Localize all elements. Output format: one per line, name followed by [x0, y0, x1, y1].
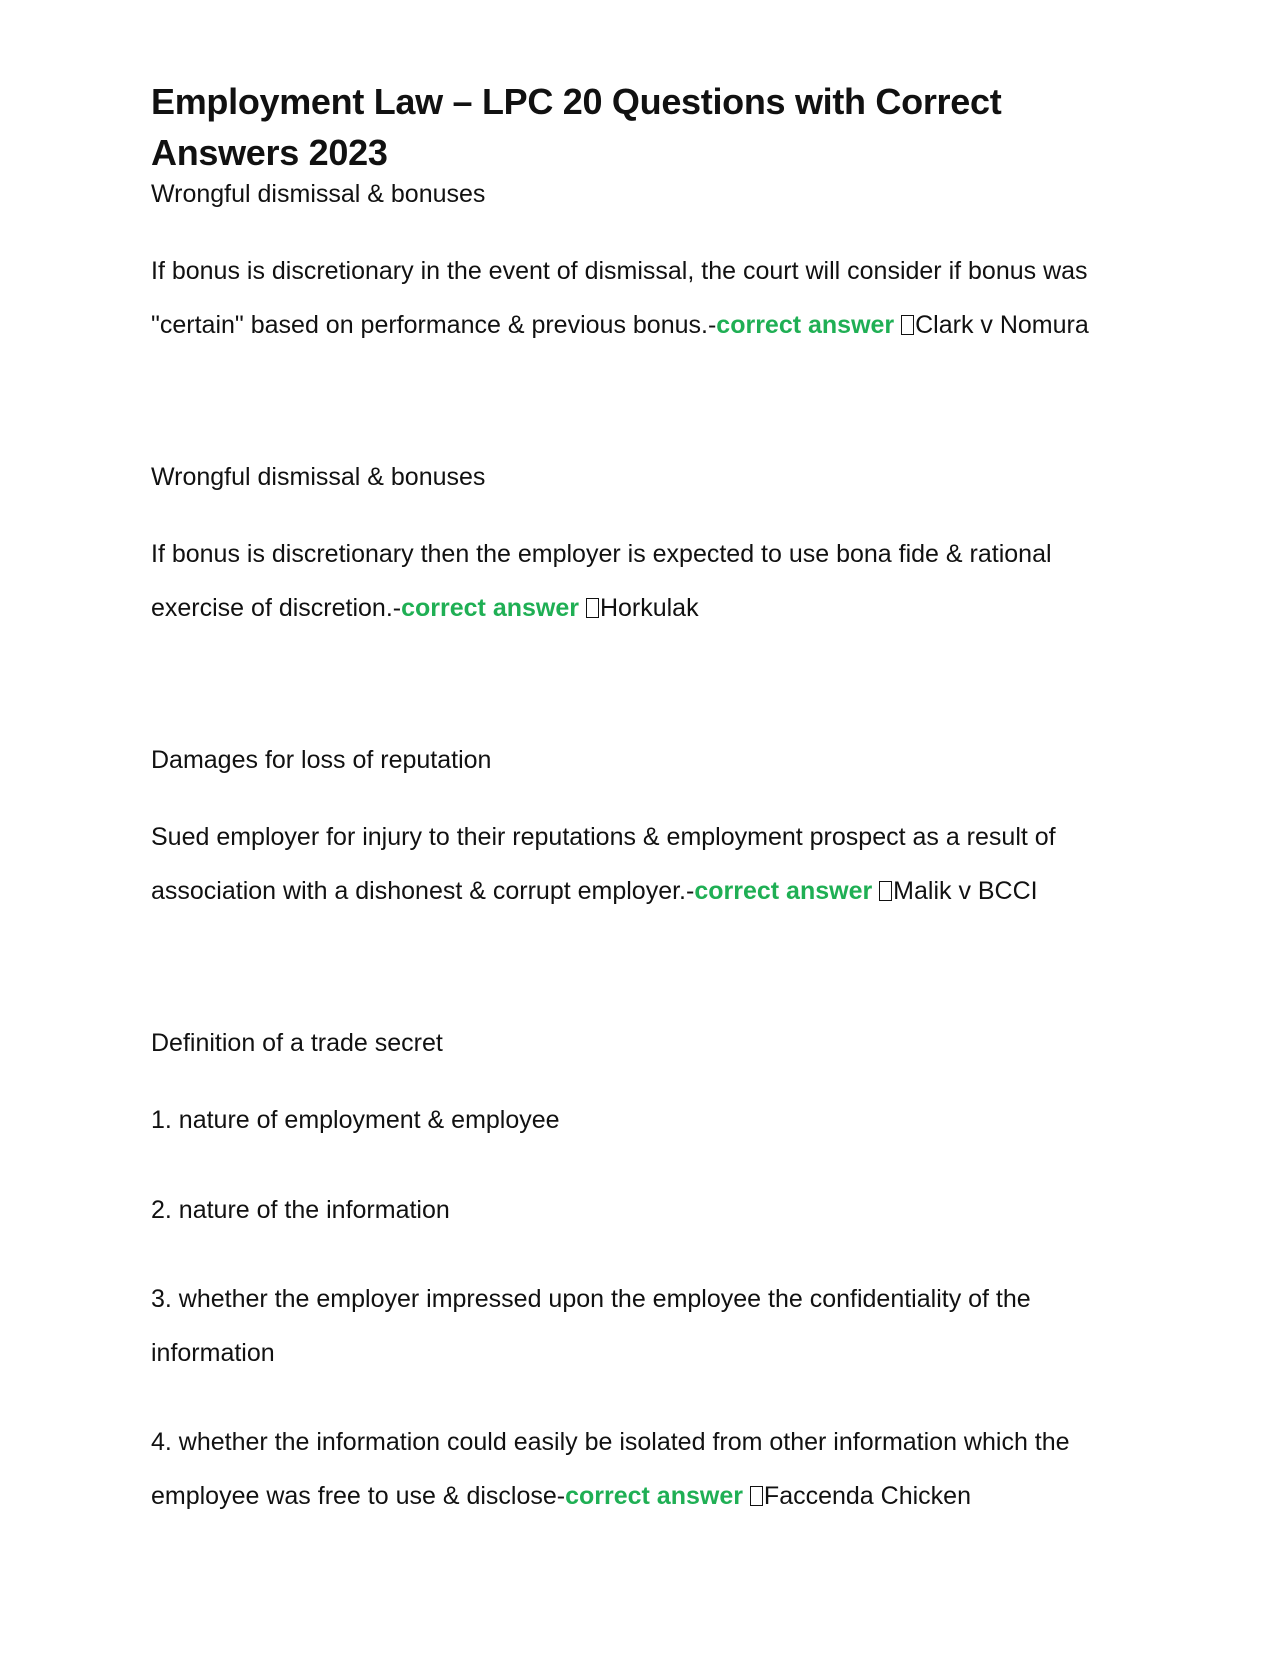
missing-glyph-icon — [586, 598, 599, 618]
question-text: If bonus is discretionary in the event of dismissal, the court will consider if bonus was "certain" based on performance & previous bonus.- — [151, 257, 1088, 339]
question-text: If bonus is discretionary then the employer is expected to use bona fide & rational exercise of discretion.- — [151, 540, 1052, 622]
correct-answer-label: correct answer — [565, 1481, 743, 1510]
list-item: 2. nature of the information — [151, 1195, 450, 1224]
question-body — [151, 528, 1141, 635]
qa-block — [151, 462, 1140, 635]
question-body — [151, 811, 1141, 918]
question-heading: Wrongful dismissal & bonuses — [151, 180, 486, 208]
list-item-text: 4. whether the information could easily be isolated from other information which the employee was free to use & disclose- — [151, 1428, 1070, 1510]
qa-block — [151, 1028, 1140, 1523]
correct-answer-label: correct answer — [716, 310, 895, 339]
answer-case: Malik v BCCI — [893, 876, 1038, 905]
answer-case: Clark v Nomura — [915, 310, 1089, 339]
qa-block — [151, 745, 1140, 918]
question-heading: Wrongful dismissal & bonuses — [151, 463, 486, 491]
document-title: Employment Law – LPC 20 Questions with Correct Answers 2023 — [151, 81, 1002, 173]
answer-case: Horkulak — [599, 593, 699, 622]
correct-answer-label: correct answer — [694, 876, 873, 905]
list-item — [151, 1416, 1141, 1523]
missing-glyph-icon — [901, 315, 914, 335]
missing-glyph-icon — [879, 881, 892, 901]
question-heading: Definition of a trade secret — [151, 1029, 443, 1057]
question-body — [151, 245, 1141, 352]
question-text: Sued employer for injury to their reputations & employment prospect as a result of association with a dishonest & corrupt employer.- — [151, 823, 1056, 905]
spacer — [151, 352, 1140, 462]
list-item: 3. whether the employer impressed upon the employee the confidentiality of the information — [151, 1285, 1031, 1367]
spacer — [151, 635, 1140, 745]
answer-case: Faccenda Chicken — [763, 1481, 971, 1510]
list-item: 1. nature of employment & employee — [151, 1106, 560, 1134]
qa-block — [151, 179, 1140, 352]
spacer — [151, 918, 1140, 1028]
missing-glyph-icon — [750, 1486, 763, 1506]
correct-answer-label: correct answer — [401, 593, 579, 622]
question-heading: Damages for loss of reputation — [151, 746, 492, 774]
